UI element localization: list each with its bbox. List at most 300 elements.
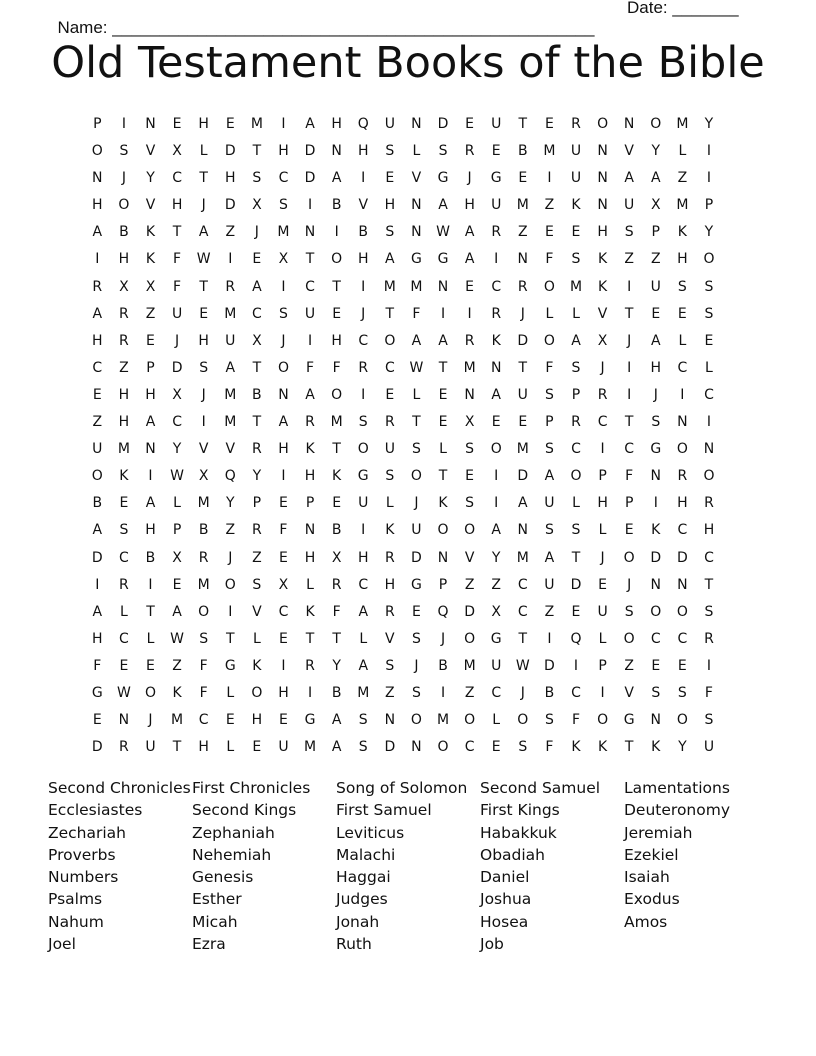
grid-letter[interactable]: H <box>304 468 316 485</box>
grid-letter[interactable]: H <box>118 414 130 431</box>
grid-letter[interactable]: P <box>146 359 155 376</box>
grid-letter[interactable]: O <box>543 332 555 349</box>
grid-letter[interactable]: H <box>677 251 688 268</box>
grid-letter[interactable]: C <box>92 359 103 376</box>
grid-letter[interactable]: Y <box>146 170 155 187</box>
grid-letter[interactable]: P <box>624 495 634 512</box>
grid-letter[interactable]: R <box>331 576 342 593</box>
grid-letter[interactable]: O <box>251 684 263 701</box>
grid-letter[interactable]: X <box>597 332 608 349</box>
grid-letter[interactable]: F <box>199 657 208 674</box>
grid-letter[interactable]: I <box>228 251 233 268</box>
grid-letter[interactable]: G <box>91 684 103 701</box>
grid-letter[interactable]: I <box>494 495 499 512</box>
grid-letter[interactable]: K <box>305 603 315 620</box>
grid-letter[interactable]: I <box>307 197 313 214</box>
grid-letter[interactable]: H <box>118 386 130 403</box>
grid-letter[interactable]: F <box>332 359 341 376</box>
grid-letter[interactable]: B <box>198 522 209 539</box>
grid-letter[interactable]: M <box>330 414 343 431</box>
grid-letter[interactable]: X <box>119 278 129 295</box>
grid-letter[interactable]: Z <box>92 414 103 431</box>
grid-letter[interactable]: F <box>306 359 315 376</box>
grid-letter[interactable]: E <box>146 332 155 349</box>
grid-letter[interactable]: O <box>410 712 422 729</box>
grid-letter[interactable]: D <box>517 468 529 485</box>
grid-letter[interactable]: U <box>145 739 156 756</box>
grid-letter[interactable]: K <box>651 739 661 756</box>
grid-letter[interactable]: E <box>704 332 714 349</box>
grid-letter[interactable]: E <box>438 386 448 403</box>
grid-letter[interactable]: V <box>385 630 395 647</box>
grid-letter[interactable]: U <box>92 441 103 458</box>
grid-letter[interactable]: O <box>224 576 236 593</box>
grid-letter[interactable]: J <box>201 197 206 214</box>
grid-letter[interactable]: X <box>278 251 289 268</box>
grid-letter[interactable]: E <box>624 522 634 539</box>
grid-letter[interactable]: A <box>331 739 342 756</box>
grid-letter[interactable]: F <box>173 251 182 268</box>
grid-letter[interactable]: M <box>676 197 689 214</box>
grid-letter[interactable]: Z <box>544 197 555 214</box>
grid-letter[interactable]: N <box>411 224 422 241</box>
grid-letter[interactable]: S <box>358 414 368 431</box>
grid-letter[interactable]: X <box>198 468 209 485</box>
grid-letter[interactable]: J <box>627 332 632 349</box>
grid-letter[interactable]: L <box>572 305 580 322</box>
grid-letter[interactable]: O <box>517 712 529 729</box>
grid-letter[interactable]: C <box>704 386 714 403</box>
grid-letter[interactable]: S <box>704 712 714 729</box>
grid-letter[interactable]: O <box>331 251 343 268</box>
grid-letter[interactable]: W <box>170 630 184 647</box>
grid-letter[interactable]: P <box>545 414 554 431</box>
grid-letter[interactable]: J <box>440 630 446 647</box>
grid-letter[interactable]: T <box>518 630 528 647</box>
grid-letter[interactable]: E <box>491 143 501 160</box>
grid-letter[interactable]: S <box>651 414 661 431</box>
grid-letter[interactable]: R <box>92 278 103 295</box>
grid-letter[interactable]: U <box>358 495 369 512</box>
grid-letter[interactable]: O <box>357 441 369 458</box>
grid-letter[interactable]: U <box>491 657 502 674</box>
grid-letter[interactable]: F <box>412 305 421 322</box>
grid-letter[interactable]: C <box>650 630 661 647</box>
grid-letter[interactable]: A <box>464 251 475 268</box>
grid-letter[interactable]: X <box>172 386 182 403</box>
grid-letter[interactable]: G <box>437 251 449 268</box>
grid-letter[interactable]: W <box>116 684 131 701</box>
grid-letter[interactable]: F <box>545 739 554 756</box>
grid-letter[interactable]: R <box>225 278 236 295</box>
grid-letter[interactable]: J <box>201 386 206 403</box>
grid-letter[interactable]: A <box>358 603 369 620</box>
grid-letter[interactable]: S <box>252 170 262 187</box>
grid-letter[interactable]: B <box>438 657 448 674</box>
grid-letter[interactable]: M <box>224 386 237 403</box>
grid-letter[interactable]: E <box>119 495 129 512</box>
grid-letter[interactable]: A <box>145 414 156 431</box>
grid-letter[interactable]: S <box>358 739 368 756</box>
grid-letter[interactable]: I <box>494 251 499 268</box>
grid-letter[interactable]: B <box>517 143 528 160</box>
grid-letter[interactable]: A <box>571 332 581 349</box>
grid-letter[interactable]: S <box>119 143 129 160</box>
grid-letter[interactable]: O <box>464 712 476 729</box>
grid-letter[interactable]: O <box>703 468 715 485</box>
grid-letter[interactable]: A <box>624 170 634 187</box>
grid-letter[interactable]: I <box>547 170 552 187</box>
grid-letter[interactable]: O <box>543 278 555 295</box>
grid-letter[interactable]: H <box>331 332 342 349</box>
grid-letter[interactable]: U <box>411 522 422 539</box>
grid-letter[interactable]: S <box>199 630 209 647</box>
grid-letter[interactable]: H <box>464 197 475 214</box>
grid-letter[interactable]: D <box>384 739 396 756</box>
grid-letter[interactable]: C <box>172 170 182 187</box>
grid-letter[interactable]: G <box>410 251 422 268</box>
grid-letter[interactable]: R <box>119 305 129 322</box>
grid-letter[interactable]: F <box>332 603 341 620</box>
grid-letter[interactable]: V <box>198 441 209 458</box>
grid-letter[interactable]: D <box>91 549 103 566</box>
grid-letter[interactable]: U <box>384 116 395 132</box>
grid-letter[interactable]: B <box>331 684 342 701</box>
grid-letter[interactable]: I <box>706 657 712 674</box>
grid-letter[interactable]: N <box>517 522 529 539</box>
grid-letter[interactable]: E <box>332 495 342 512</box>
grid-letter[interactable]: R <box>704 630 714 647</box>
grid-letter[interactable]: D <box>411 549 422 566</box>
grid-letter[interactable]: D <box>91 739 103 756</box>
grid-letter[interactable]: S <box>651 684 661 701</box>
grid-letter[interactable]: C <box>172 414 182 431</box>
grid-letter[interactable]: E <box>651 305 661 322</box>
grid-letter[interactable]: M <box>569 278 583 295</box>
grid-letter[interactable]: S <box>677 684 687 701</box>
grid-letter[interactable]: T <box>146 603 155 620</box>
grid-letter[interactable]: E <box>225 712 235 729</box>
grid-letter[interactable]: U <box>304 305 316 322</box>
grid-letter[interactable]: S <box>279 197 288 214</box>
grid-letter[interactable]: A <box>92 224 103 241</box>
grid-letter[interactable]: R <box>305 657 315 674</box>
grid-letter[interactable]: A <box>650 332 661 349</box>
grid-letter[interactable]: H <box>251 712 263 729</box>
grid-letter[interactable]: E <box>385 170 395 187</box>
grid-letter[interactable]: I <box>201 414 206 431</box>
grid-letter[interactable]: T <box>172 739 182 756</box>
grid-letter[interactable]: M <box>197 495 210 512</box>
grid-letter[interactable]: E <box>279 549 288 566</box>
grid-letter[interactable]: R <box>251 441 262 458</box>
grid-letter[interactable]: E <box>491 414 501 431</box>
grid-letter[interactable]: R <box>198 549 209 566</box>
grid-letter[interactable]: C <box>358 576 369 593</box>
grid-letter[interactable]: O <box>277 359 289 376</box>
grid-letter[interactable]: E <box>279 495 288 512</box>
grid-letter[interactable]: H <box>118 251 130 268</box>
grid-letter[interactable]: Z <box>624 251 634 268</box>
grid-letter[interactable]: E <box>279 712 288 729</box>
grid-letter[interactable]: I <box>547 630 552 647</box>
grid-letter[interactable]: B <box>331 197 342 214</box>
grid-letter[interactable]: T <box>252 359 262 376</box>
grid-letter[interactable]: N <box>304 522 316 539</box>
grid-letter[interactable]: U <box>384 441 395 458</box>
grid-letter[interactable]: T <box>305 251 315 268</box>
grid-letter[interactable]: P <box>598 657 607 674</box>
grid-letter[interactable]: K <box>651 522 661 539</box>
grid-letter[interactable]: J <box>121 170 126 187</box>
grid-letter[interactable]: K <box>305 441 315 458</box>
grid-letter[interactable]: X <box>252 197 262 214</box>
grid-letter[interactable]: H <box>198 332 209 349</box>
grid-letter[interactable]: A <box>278 414 289 431</box>
grid-letter[interactable]: I <box>361 386 366 403</box>
grid-letter[interactable]: R <box>597 386 608 403</box>
grid-letter[interactable]: I <box>361 278 366 295</box>
grid-letter[interactable]: L <box>598 522 607 539</box>
grid-letter[interactable]: C <box>597 414 608 431</box>
grid-letter[interactable]: P <box>93 116 102 132</box>
grid-letter[interactable]: L <box>412 143 421 160</box>
grid-letter[interactable]: I <box>334 224 339 241</box>
grid-letter[interactable]: N <box>411 197 422 214</box>
grid-letter[interactable]: L <box>199 143 208 160</box>
grid-letter[interactable]: C <box>278 170 289 187</box>
grid-letter[interactable]: H <box>171 197 183 214</box>
grid-letter[interactable]: N <box>304 224 316 241</box>
grid-letter[interactable]: A <box>464 224 475 241</box>
grid-letter[interactable]: T <box>225 630 235 647</box>
grid-letter[interactable]: C <box>517 603 528 620</box>
grid-letter[interactable]: C <box>571 441 581 458</box>
grid-letter[interactable]: T <box>385 305 395 322</box>
grid-letter[interactable]: C <box>198 712 209 729</box>
grid-letter[interactable]: I <box>706 414 712 431</box>
grid-letter[interactable]: P <box>651 224 660 241</box>
grid-letter[interactable]: K <box>597 739 608 756</box>
grid-letter[interactable]: J <box>281 332 286 349</box>
grid-letter[interactable]: N <box>650 468 661 485</box>
grid-letter[interactable]: W <box>436 224 450 241</box>
grid-letter[interactable]: C <box>677 359 688 376</box>
grid-letter[interactable]: A <box>145 495 156 512</box>
grid-letter[interactable]: P <box>172 522 182 539</box>
grid-letter[interactable]: X <box>145 278 156 295</box>
grid-letter[interactable]: M <box>224 414 237 431</box>
grid-letter[interactable]: R <box>464 143 475 160</box>
grid-letter[interactable]: S <box>544 712 554 729</box>
grid-letter[interactable]: F <box>93 657 102 674</box>
grid-letter[interactable]: U <box>517 386 528 403</box>
grid-letter[interactable]: O <box>144 684 156 701</box>
grid-letter[interactable]: S <box>465 495 475 512</box>
grid-letter[interactable]: S <box>279 305 288 322</box>
grid-letter[interactable]: S <box>385 468 395 485</box>
grid-letter[interactable]: A <box>544 468 555 485</box>
grid-letter[interactable]: I <box>148 576 153 593</box>
grid-letter[interactable]: Y <box>704 224 714 241</box>
grid-letter[interactable]: J <box>627 576 632 593</box>
grid-letter[interactable]: T <box>412 414 421 431</box>
grid-letter[interactable]: I <box>600 441 605 458</box>
grid-letter[interactable]: P <box>305 495 315 512</box>
grid-letter[interactable]: E <box>411 603 421 620</box>
grid-letter[interactable]: R <box>571 414 581 431</box>
grid-letter[interactable]: A <box>438 332 448 349</box>
grid-letter[interactable]: H <box>384 197 396 214</box>
grid-letter[interactable]: Z <box>464 576 475 593</box>
grid-letter[interactable]: V <box>252 603 262 620</box>
grid-letter[interactable]: M <box>357 684 370 701</box>
grid-letter[interactable]: I <box>467 305 472 322</box>
grid-letter[interactable]: A <box>92 522 103 539</box>
grid-letter[interactable]: M <box>197 576 210 593</box>
grid-letter[interactable]: I <box>600 684 605 701</box>
grid-letter[interactable]: E <box>465 116 475 132</box>
grid-letter[interactable]: O <box>490 441 502 458</box>
grid-letter[interactable]: U <box>171 305 183 322</box>
grid-letter[interactable]: W <box>196 251 211 268</box>
grid-letter[interactable]: Z <box>145 305 156 322</box>
grid-letter[interactable]: K <box>677 224 687 241</box>
grid-letter[interactable]: O <box>437 739 449 756</box>
grid-letter[interactable]: N <box>597 170 608 187</box>
grid-letter[interactable]: D <box>650 549 662 566</box>
grid-letter[interactable]: V <box>597 305 608 322</box>
grid-letter[interactable]: T <box>571 549 581 566</box>
grid-letter[interactable]: A <box>411 332 422 349</box>
grid-letter[interactable]: B <box>544 684 555 701</box>
grid-letter[interactable]: C <box>251 305 262 322</box>
grid-letter[interactable]: J <box>148 712 153 729</box>
grid-letter[interactable]: H <box>597 224 608 241</box>
grid-letter[interactable]: O <box>650 116 662 132</box>
grid-letter[interactable]: A <box>491 386 501 403</box>
grid-letter[interactable]: S <box>199 359 209 376</box>
grid-letter[interactable]: H <box>92 630 103 647</box>
grid-letter[interactable]: B <box>331 522 342 539</box>
grid-letter[interactable]: A <box>331 712 342 729</box>
grid-letter[interactable]: C <box>704 549 714 566</box>
grid-letter[interactable]: O <box>437 522 449 539</box>
grid-letter[interactable]: C <box>119 630 129 647</box>
grid-letter[interactable]: H <box>278 684 289 701</box>
grid-letter[interactable]: E <box>172 116 182 132</box>
grid-letter[interactable]: X <box>650 197 661 214</box>
grid-letter[interactable]: A <box>331 170 342 187</box>
grid-letter[interactable]: D <box>437 116 449 132</box>
grid-letter[interactable]: T <box>199 170 208 187</box>
grid-letter[interactable]: F <box>173 278 182 295</box>
grid-letter[interactable]: E <box>465 468 475 485</box>
grid-letter[interactable]: J <box>467 170 472 187</box>
grid-letter[interactable]: S <box>252 576 262 593</box>
grid-letter[interactable]: O <box>676 712 688 729</box>
grid-letter[interactable]: N <box>145 116 156 132</box>
grid-letter[interactable]: E <box>279 630 288 647</box>
grid-letter[interactable]: E <box>146 657 155 674</box>
grid-letter[interactable]: L <box>492 712 501 729</box>
grid-letter[interactable]: M <box>543 143 556 160</box>
grid-letter[interactable]: I <box>494 468 499 485</box>
grid-letter[interactable]: W <box>515 657 530 674</box>
grid-letter[interactable]: R <box>704 495 714 512</box>
grid-letter[interactable]: L <box>705 359 713 376</box>
grid-letter[interactable]: S <box>624 224 634 241</box>
grid-letter[interactable]: T <box>704 576 714 593</box>
grid-letter[interactable]: S <box>358 712 368 729</box>
grid-letter[interactable]: M <box>117 441 130 458</box>
grid-letter[interactable]: L <box>119 603 128 620</box>
grid-letter[interactable]: U <box>491 197 502 214</box>
grid-letter[interactable]: H <box>145 522 156 539</box>
grid-letter[interactable]: Z <box>385 684 395 701</box>
grid-letter[interactable]: A <box>92 305 103 322</box>
grid-letter[interactable]: U <box>278 739 289 756</box>
grid-letter[interactable]: N <box>650 576 661 593</box>
grid-letter[interactable]: E <box>571 224 581 241</box>
grid-letter[interactable]: E <box>225 116 235 132</box>
grid-letter[interactable]: R <box>305 414 315 431</box>
grid-letter[interactable]: Z <box>544 603 555 620</box>
grid-letter[interactable]: C <box>491 278 502 295</box>
grid-letter[interactable]: L <box>226 739 235 756</box>
grid-letter[interactable]: M <box>463 657 476 674</box>
grid-letter[interactable]: Y <box>172 441 182 458</box>
grid-letter[interactable]: V <box>624 143 634 160</box>
grid-letter[interactable]: M <box>410 278 423 295</box>
grid-letter[interactable]: B <box>252 386 262 403</box>
grid-letter[interactable]: Z <box>172 657 182 674</box>
grid-letter[interactable]: N <box>437 549 449 566</box>
grid-letter[interactable]: C <box>624 441 635 458</box>
grid-letter[interactable]: E <box>651 657 661 674</box>
grid-letter[interactable]: I <box>148 468 153 485</box>
grid-letter[interactable]: E <box>119 657 129 674</box>
grid-letter[interactable]: H <box>278 143 289 160</box>
grid-letter[interactable]: I <box>281 657 286 674</box>
grid-letter[interactable]: K <box>332 468 342 485</box>
grid-letter[interactable]: T <box>438 359 448 376</box>
grid-letter[interactable]: L <box>572 495 580 512</box>
grid-letter[interactable]: K <box>172 684 182 701</box>
grid-letter[interactable]: A <box>92 603 103 620</box>
grid-letter[interactable]: R <box>384 414 395 431</box>
grid-letter[interactable]: R <box>119 739 129 756</box>
grid-letter[interactable]: A <box>172 603 182 620</box>
grid-letter[interactable]: N <box>597 143 608 160</box>
grid-letter[interactable]: D <box>304 170 316 187</box>
grid-letter[interactable]: F <box>625 468 634 485</box>
grid-letter[interactable]: E <box>598 576 607 593</box>
grid-letter[interactable]: V <box>624 684 634 701</box>
grid-letter[interactable]: M <box>436 712 450 729</box>
grid-letter[interactable]: C <box>677 522 688 539</box>
grid-letter[interactable]: R <box>491 224 502 241</box>
grid-letter[interactable]: F <box>279 522 288 539</box>
grid-letter[interactable]: B <box>119 224 129 241</box>
grid-letter[interactable]: L <box>385 495 394 512</box>
grid-letter[interactable]: L <box>598 630 607 647</box>
grid-letter[interactable]: P <box>571 386 581 403</box>
grid-letter[interactable]: H <box>331 116 342 132</box>
grid-letter[interactable]: I <box>627 386 632 403</box>
grid-letter[interactable]: N <box>677 414 688 431</box>
grid-letter[interactable]: R <box>119 332 129 349</box>
